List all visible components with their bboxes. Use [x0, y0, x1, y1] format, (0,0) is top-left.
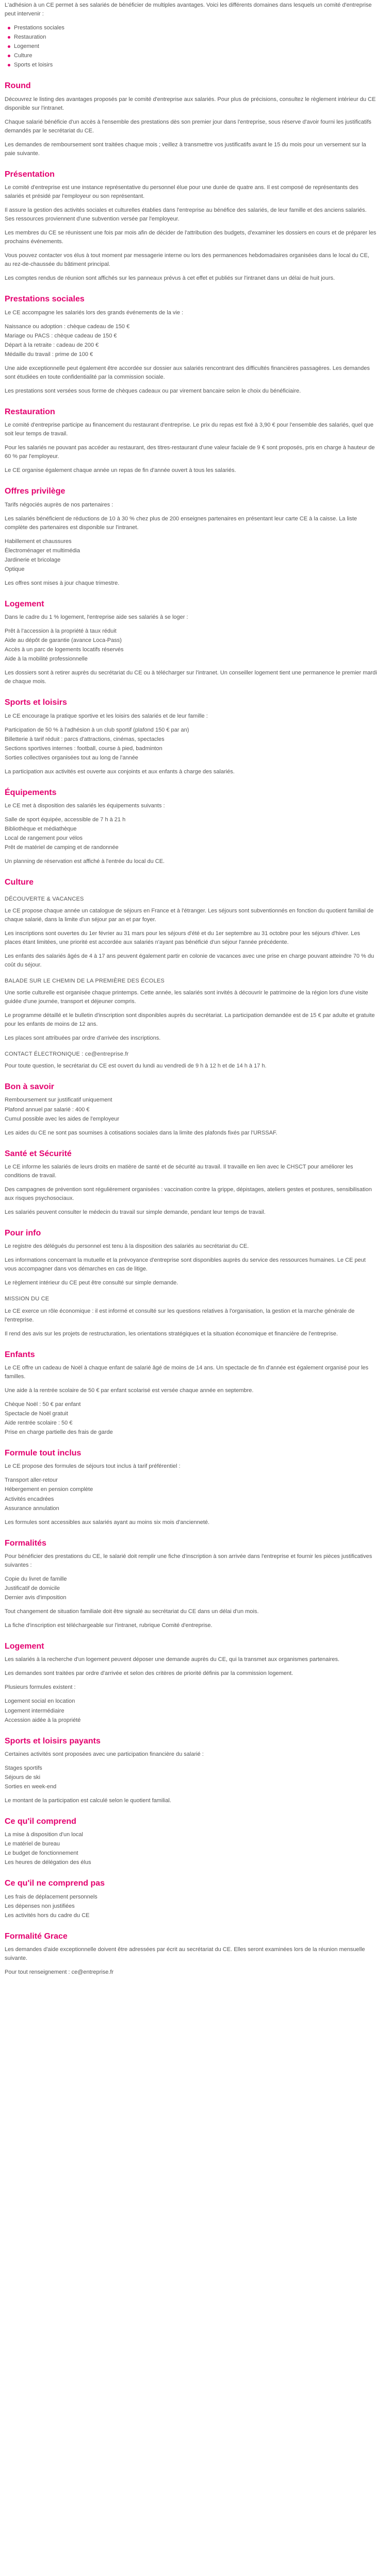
list-item: Sorties en week-end — [5, 1783, 57, 1790]
prestations-list — [5, 323, 377, 359]
section-title-ce-qu-il-comprend: Ce qu'il comprend — [5, 1817, 76, 1826]
list-item: Prêt de matériel de camping et de randonnée — [5, 844, 119, 851]
list-item: Activités encadrées — [5, 1496, 54, 1502]
paragraph: Les prestations sont versées sous forme de chèques cadeaux ou par virement bancaire selon le choix du bénéficiaire. — [5, 387, 301, 394]
paragraph: Vous pouvez contacter vos élus à tout moment par messagerie interne ou lors des permanences hebdomadaires organisées dans le local du CE, au rez-de-chaussée du bâtiment principal. — [5, 252, 369, 268]
paragraph: Il assure la gestion des activités sociales et culturelles établies dans l'entreprise au bénéfice des salariés, de leur famille et des anciens salariés. Ses ressources proviennent d'une subvention versée par l'employeur. — [5, 207, 367, 223]
list-item: Spectacle de Noël gratuit — [5, 1411, 68, 1417]
paragraph: Les formules sont accessibles aux salariés ayant au moins six mois d'ancienneté. — [5, 1519, 210, 1526]
list-item: Assurance annulation — [5, 1505, 59, 1512]
paragraph: Le CE propose des formules de séjours tout inclus à tarif préférentiel : — [5, 1463, 181, 1470]
paragraph: Pour tout renseignement : ce@entreprise.fr — [5, 1969, 114, 1976]
paragraph: Le CE organise également chaque année un repas de fin d'année ouvert à tous les salariés. — [5, 467, 236, 474]
paragraph: Le CE met à disposition des salariés les équipements suivants : — [5, 803, 165, 809]
section-title-sports: Sports et loisirs — [5, 698, 67, 707]
list-item: Plafond annuel par salarié : 400 € — [5, 1106, 90, 1113]
ceque2-list — [5, 1893, 377, 1920]
paragraph: Les salariés bénéficient de réductions de 10 à 30 % chez plus de 200 enseignes partenaires en présentant leur carte CE à la caisse. La liste complète des partenaires est disponible sur l'intranet. — [5, 515, 357, 531]
list-item: Logement intermédiaire — [5, 1707, 64, 1714]
paragraph: Une aide à la rentrée scolaire de 50 € par enfant scolarisé est versée chaque année en septembre. — [5, 1387, 254, 1394]
paragraph: Tarifs négociés auprès de nos partenaires : — [5, 501, 113, 508]
paragraph: Pour toute question, le secrétariat du CE est ouvert du lundi au vendredi de 9 h à 12 h et de 14 h à 17 h. — [5, 1063, 267, 1070]
section-title-formule: Formule tout inclus — [5, 1449, 82, 1458]
formule-list — [5, 1476, 377, 1513]
list-item: Habillement et chaussures — [5, 538, 72, 545]
list-item: Naissance ou adoption : chèque cadeau de 150 € — [5, 323, 130, 330]
list-item: Stages sportifs — [5, 1765, 42, 1771]
list-item: Électroménager et multimédia — [5, 547, 80, 554]
list-item: Jardinerie et bricolage — [5, 556, 61, 563]
list-item: Le matériel de bureau — [5, 1841, 60, 1848]
list-item: Dernier avis d'imposition — [5, 1595, 67, 1601]
sports-list — [5, 726, 377, 762]
list-item: Les dépenses non justifiées — [5, 1903, 75, 1909]
list-item: Local de rangement pour vélos — [5, 835, 83, 842]
paragraph: Les offres sont mises à jour chaque trimestre. — [5, 580, 120, 586]
paragraph: Pour bénéficier des prestations du CE, le salarié doit remplir une fiche d'inscription à son arrivée dans l'entreprise et fournir les pièces justificatives suivantes : — [5, 1553, 372, 1568]
section-title-pourinfo: Pour info — [5, 1229, 41, 1238]
section-title-presentation: Présentation — [5, 170, 55, 179]
section-title-formalite-grace: Formalité Grace — [5, 1931, 68, 1941]
list-item: Prestations sociales — [14, 24, 377, 32]
paragraph: Chaque salarié bénéficie d'un accès à l'ensemble des prestations dès son premier jour dans l'entreprise, sous réserve d'avoir fourni les justificatifs demandés par le secrétariat du CE. — [5, 118, 371, 134]
list-item: Optique — [5, 566, 25, 572]
paragraph: La fiche d'inscription est téléchargeable sur l'intranet, rubrique Comité d'entreprise. — [5, 1622, 213, 1629]
paragraph: Découvrez le listing des avantages proposés par le comité d'entreprise aux salariés. Pour plus de précisions, consultez le règlement intérieur du CE disponible sur l'intranet. — [5, 96, 376, 111]
paragraph: Le CE exerce un rôle économique : il est informé et consulté sur les questions relatives à l'organisation, la gestion et la marche générale de l'entreprise. — [5, 1308, 355, 1323]
section-title-sante: Santé et Sécurité — [5, 1149, 72, 1158]
list-item: Aide à la mobilité professionnelle — [5, 656, 88, 663]
list-item: Mariage ou PACS : chèque cadeau de 150 € — [5, 332, 117, 339]
section-title-round: Round — [5, 81, 31, 91]
paragraph: Les comptes rendus de réunion sont affichés sur les panneaux prévus à cet effet et publiés sur l'intranet dans un délai de huit jours. — [5, 275, 335, 282]
intro-text: L'adhésion à un CE permet à ses salariés de bénéficier de multiples avantages. Voici les différents domaines dans lesquels un comité d'entreprise peut intervenir : — [5, 2, 372, 18]
list-item: Séjours de ski — [5, 1774, 41, 1781]
subheading: BALADE SUR LE CHEMIN DE LA PREMIÈRE DES ÉCOLES — [5, 977, 165, 984]
list-item: Aide rentrée scolaire : 50 € — [5, 1420, 73, 1427]
list-item: Copie du livret de famille — [5, 1575, 67, 1582]
list-item: Transport aller-retour — [5, 1477, 58, 1484]
list-item: Le budget de fonctionnement — [5, 1850, 78, 1857]
list-item: Aide au dépôt de garantie (avance Loca-Pass) — [5, 637, 122, 644]
paragraph: Dans le cadre du 1 % logement, l'entreprise aide ses salariés à se loger : — [5, 614, 188, 621]
paragraph: Des campagnes de prévention sont régulièrement organisées : vaccination contre la grippe, dépistages, ateliers gestes et postures, sensibilisation aux risques psychosociaux. — [5, 1186, 372, 1201]
paragraph: Un planning de réservation est affiché à l'entrée du local du CE. — [5, 858, 165, 865]
paragraph: Le montant de la participation est calculé selon le quotient familial. — [5, 1798, 171, 1804]
list-item: Sections sportives internes : football, course à pied, badminton — [5, 745, 162, 752]
sports2-list — [5, 1764, 377, 1791]
list-item: Sports et loisirs — [14, 61, 377, 70]
list-item: Justificatif de domicile — [5, 1585, 60, 1591]
section-title-logement: Logement — [5, 599, 44, 608]
section-title-prestations: Prestations sociales — [5, 295, 85, 304]
paragraph: Les places sont attribuées par ordre d'arrivée des inscriptions. — [5, 1035, 161, 1042]
list-item: Participation de 50 % à l'adhésion à un club sportif (plafond 150 € par an) — [5, 726, 189, 733]
formalites-list — [5, 1575, 377, 1602]
subheading: DÉCOUVERTE & VACANCES — [5, 895, 84, 902]
paragraph: Le registre des délégués du personnel est tenu à la disposition des salariés au secrétariat du CE. — [5, 1243, 249, 1250]
paragraph: Le CE informe les salariés de leurs droits en matière de santé et de sécurité au travail. Il travaille en lien avec le CHSCT pour améliorer les conditions de travail. — [5, 1163, 353, 1179]
paragraph: Les membres du CE se réunissent une fois par mois afin de décider de l'attribution des budgets, d'examiner les dossiers en cours et de préparer les prochains événements. — [5, 230, 377, 245]
section-title-sports-payants: Sports et loisirs payants — [5, 1736, 101, 1745]
paragraph: Les demandes sont traitées par ordre d'arrivée et selon des critères de priorité définis par la commission logement. — [5, 1670, 294, 1677]
section-title-enfants: Enfants — [5, 1350, 35, 1359]
paragraph: Les inscriptions sont ouvertes du 1er février au 31 mars pour les séjours d'été et du 1er septembre au 31 octobre pour les séjours d'hiver. Les places étant limitées, une priorité est accordée aux salariés n'ayant pas bénéficié d'un séjour l'année précédente. — [5, 930, 361, 945]
bon-list — [5, 1096, 377, 1123]
list-item: Remboursement sur justificatif uniquement — [5, 1097, 112, 1104]
list-item: Chèque Noël : 50 € par enfant — [5, 1401, 81, 1408]
logement2-list — [5, 1697, 377, 1724]
list-item: Sorties collectives organisées tout au long de l'année — [5, 754, 138, 761]
list-item: Prêt à l'accession à la propriété à taux réduit — [5, 628, 117, 635]
list-item: Les activités hors du cadre du CE — [5, 1912, 90, 1919]
paragraph: Il rend des avis sur les projets de restructuration, les orientations stratégiques et la situation économique et financière de l'entreprise. — [5, 1330, 338, 1337]
logement-list — [5, 627, 377, 664]
list-item: Culture — [14, 52, 377, 60]
domains-list — [5, 24, 377, 70]
section-title-formalites: Formalités — [5, 1538, 46, 1548]
paragraph: Certaines activités sont proposées avec une participation financière du salarié : — [5, 1751, 204, 1757]
section-title-restauration: Restauration — [5, 407, 55, 416]
paragraph: Tout changement de situation familiale doit être signalé au secrétariat du CE dans un délai d'un mois. — [5, 1608, 259, 1615]
paragraph: Le CE accompagne les salariés lors des grands événements de la vie : — [5, 309, 184, 316]
paragraph: Les salariés peuvent consulter le médecin du travail sur simple demande, pendant leur temps de travail. — [5, 1209, 266, 1216]
paragraph: Les salariés à la recherche d'un logement peuvent déposer une demande auprès du CE, qui la transmet aux organismes partenaires. — [5, 1656, 340, 1663]
paragraph: Le règlement intérieur du CE peut être consulté sur simple demande. — [5, 1280, 178, 1286]
section-title-culture: Culture — [5, 878, 34, 887]
paragraph: Les dossiers sont à retirer auprès du secrétariat du CE ou à télécharger sur l'intranet. Un conseiller logement tient une permanence le premier mardi de chaque mois. — [5, 670, 377, 685]
section-title-mission: MISSION DU CE — [5, 1296, 50, 1302]
paragraph: La participation aux activités est ouverte aux conjoints et aux enfants à charge des salariés. — [5, 768, 235, 775]
section-title-logement-2: Logement — [5, 1642, 44, 1651]
list-item: Hébergement en pension complète — [5, 1486, 93, 1493]
list-item: Restauration — [14, 33, 377, 42]
list-item: Les frais de déplacement personnels — [5, 1893, 97, 1900]
paragraph: Le comité d'entreprise participe au financement du restaurant d'entreprise. Le prix du repas est fixé à 3,90 € pour l'ensemble des salariés, quel que soit leur temps de travail. — [5, 422, 373, 437]
section-title-bon: Bon à savoir — [5, 1082, 55, 1092]
paragraph: Les enfants des salariés âgés de 4 à 17 ans peuvent également partir en colonie de vacances avec une prise en charge pouvant atteindre 70 % du coût du séjour. — [5, 953, 374, 968]
section-title-ce-qu-il-ne-comprend-pas: Ce qu'il ne comprend pas — [5, 1879, 105, 1888]
list-item: Accès à un parc de logements locatifs réservés — [5, 647, 124, 653]
contact-line: CONTACT ÉLECTRONIQUE : ce@entreprise.fr — [5, 1051, 129, 1058]
list-item: Logement social en location — [5, 1698, 75, 1705]
list-item: Médaille du travail : prime de 100 € — [5, 351, 93, 358]
paragraph: Une aide exceptionnelle peut également être accordée sur dossier aux salariés rencontrant des difficultés financières passagères. Les demandes sont étudiées en toute confidentialité par la commission sociale. — [5, 365, 370, 380]
paragraph: Le programme détaillé et le bulletin d'inscription sont disponibles auprès du secrétariat. La participation demandée est de 15 € par adulte et gratuite pour les enfants de moins de 12 ans. — [5, 1012, 375, 1028]
paragraph: Les aides du CE ne sont pas soumises à cotisations sociales dans la limite des plafonds fixés par l'URSSAF. — [5, 1129, 278, 1136]
paragraph: Le CE offre un cadeau de Noël à chaque enfant de salarié âgé de moins de 14 ans. Un spectacle de fin d'année est également organisé pour les familles. — [5, 1364, 369, 1380]
enfants-list — [5, 1400, 377, 1437]
list-item: Les heures de délégation des élus — [5, 1859, 91, 1866]
equipements-list — [5, 816, 377, 852]
section-title-equipements: Équipements — [5, 788, 57, 797]
list-item: Bibliothèque et médiathèque — [5, 826, 77, 833]
section-title-privilege: Offres privilège — [5, 487, 66, 496]
paragraph: Plusieurs formules existent : — [5, 1684, 76, 1691]
list-item: Logement — [14, 42, 377, 51]
paragraph: Les demandes d'aide exceptionnelle doivent être adressées par écrit au secrétariat du CE. Elles seront examinées lors de la réunion mensuelle suivante. — [5, 1946, 365, 1961]
paragraph: Une sortie culturelle est organisée chaque printemps. Cette année, les salariés sont invités à découvrir le patrimoine de la région lors d'une visite guidée d'une journée, transport et déjeuner compris. — [5, 989, 368, 1005]
paragraph: Le comité d'entreprise est une instance représentative du personnel élue pour une durée de quatre ans. Il est composé de représentants des salariés et présidé par l'employeur ou son représentant. — [5, 184, 359, 200]
paragraph: Les informations concernant la mutuelle et la prévoyance d'entreprise sont disponibles auprès du service des ressources humaines. Le CE peut vous accompagner dans vos démarches en cas de litige. — [5, 1257, 366, 1273]
paragraph: Pour les salariés ne pouvant pas accéder au restaurant, des titres-restaurant d'une valeur faciale de 9 € sont proposés, pris en charge à hauteur de 60 % par l'employeur. — [5, 445, 375, 460]
list-item: Départ à la retraite : cadeau de 200 € — [5, 342, 99, 348]
paragraph: Le CE propose chaque année un catalogue de séjours en France et à l'étranger. Les séjours sont subventionnés en fonction du quotient familial de chaque salarié, dans la limite d'un séjour par an et par foyer. — [5, 907, 374, 923]
list-item: Accession aidée à la propriété — [5, 1717, 81, 1723]
list-item: La mise à disposition d'un local — [5, 1832, 83, 1838]
list-item: Prise en charge partielle des frais de garde — [5, 1429, 113, 1436]
list-item: Salle de sport équipée, accessible de 7 h à 21 h — [5, 817, 126, 823]
list-item: Billetterie à tarif réduit : parcs d'attractions, cinémas, spectacles — [5, 736, 165, 742]
paragraph: Les demandes de remboursement sont traitées chaque mois ; veillez à transmettre vos justificatifs avant le 15 du mois pour un versement sur la paie suivante. — [5, 141, 366, 157]
list-item: Cumul possible avec les aides de l'employeur — [5, 1115, 120, 1122]
ceque-list — [5, 1831, 377, 1867]
privilege-list — [5, 537, 377, 574]
paragraph: Le CE encourage la pratique sportive et les loisirs des salariés et de leur famille : — [5, 713, 208, 719]
